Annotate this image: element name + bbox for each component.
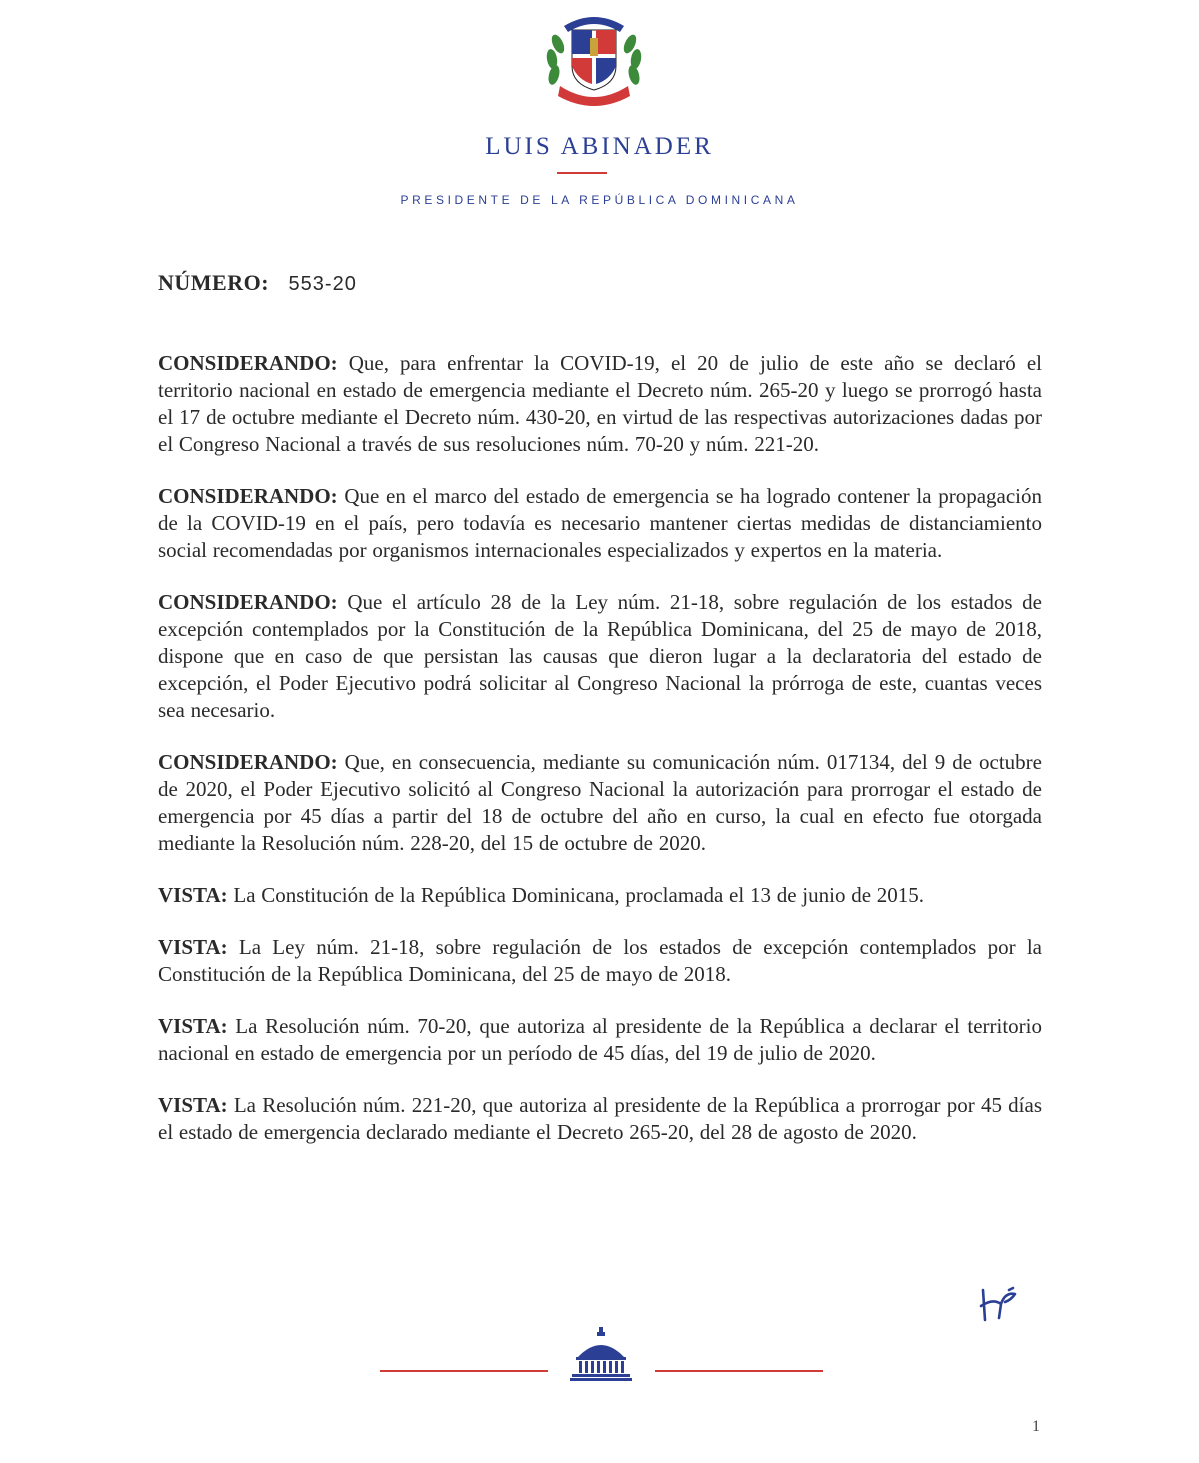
president-title: PRESIDENTE DE LA REPÚBLICA DOMINICANA	[400, 193, 799, 207]
vista-paragraph	[158, 1092, 1042, 1146]
decree-number-value: 553-20	[288, 273, 357, 295]
decree-number-label: NÚMERO:	[158, 270, 270, 295]
initials-signature-icon	[975, 1284, 1025, 1324]
name-divider	[557, 172, 607, 174]
document-body	[158, 350, 1042, 1171]
vista-paragraph	[158, 1013, 1042, 1067]
footer-rule-right	[655, 1370, 823, 1372]
considerando-paragraph	[158, 483, 1042, 564]
paragraph-text: Que, en consecuencia, mediante su comunicación núm. 017134, del 9 de octubre de 2020, el Poder Ejecutivo solicitó al Congreso Nacional la autorización para prorrogar el estado de emergencia por 45 días a partir del 18 de octubre del año en curso, la cual en efecto fue otorgada mediante la Resolución núm. 228-20, del 15 de octubre de 2020.	[158, 750, 1042, 855]
national-palace-icon	[568, 1327, 634, 1383]
vista-paragraph	[158, 934, 1042, 988]
paragraph-text: Que, para enfrentar la COVID-19, el 20 de julio de este año se declaró el territorio nacional en estado de emergencia mediante el Decreto núm. 265-20 y luego se prorrogó hasta el 17 de octubre mediante el Decreto núm. 430-20, en virtud de las respectivas autorizaciones dadas por el Congreso Nacional a través de sus resoluciones núm. 70-20 y núm. 221-20.	[158, 351, 1042, 456]
paragraph-label: VISTA:	[158, 883, 228, 907]
paragraph-label: VISTA:	[158, 1093, 228, 1117]
considerando-paragraph	[158, 749, 1042, 857]
paragraph-label: VISTA:	[158, 935, 228, 959]
considerando-paragraph	[158, 589, 1042, 724]
paragraph-label: VISTA:	[158, 1014, 228, 1038]
paragraph-text: La Resolución núm. 221-20, que autoriza al presidente de la República a prorrogar por 45 días el estado de emergencia declarado mediante el Decreto 265-20, del 28 de agosto de 2020.	[158, 1093, 1042, 1144]
paragraph-label: CONSIDERANDO:	[158, 484, 338, 508]
paragraph-text: La Constitución de la República Dominicana, proclamada el 13 de junio de 2015.	[227, 883, 925, 907]
paragraph-text: La Resolución núm. 70-20, que autoriza al presidente de la República a declarar el territorio nacional en estado de emergencia por un período de 45 días, del 19 de julio de 2020.	[158, 1014, 1042, 1065]
paragraph-label: CONSIDERANDO:	[158, 351, 338, 375]
paragraph-text: Que en el marco del estado de emergencia se ha logrado contener la propagación de la COVID-19 en el país, pero todavía es necesario mantener ciertas medidas de distanciamiento social recomendadas por organismos internacionales especializados y expertos en la materia.	[158, 484, 1042, 562]
paragraph-text: Que el artículo 28 de la Ley núm. 21-18, sobre regulación de los estados de excepción contemplados por la Constitución de la República Dominicana, del 25 de mayo de 2018, dispone que en caso de que persistan las causas que dieron lugar a la declaratoria del estado de excepción, el Poder Ejecutivo podrá solicitar al Congreso Nacional la prórroga de este, cuantas veces sea necesario.	[158, 590, 1042, 722]
paragraph-text: La Ley núm. 21-18, sobre regulación de los estados de excepción contemplados por la Constitución de la República Dominicana, del 25 de mayo de 2018.	[158, 935, 1042, 986]
vista-paragraph	[158, 882, 1042, 909]
paragraph-label: CONSIDERANDO:	[158, 750, 338, 774]
decree-number-row	[158, 270, 357, 296]
president-name: LUIS ABINADER	[485, 133, 714, 160]
footer-rule-left	[380, 1370, 548, 1372]
page-number: 1	[1032, 1418, 1040, 1435]
coat-of-arms-icon	[538, 4, 650, 108]
considerando-paragraph	[158, 350, 1042, 458]
paragraph-label: CONSIDERANDO:	[158, 590, 338, 614]
